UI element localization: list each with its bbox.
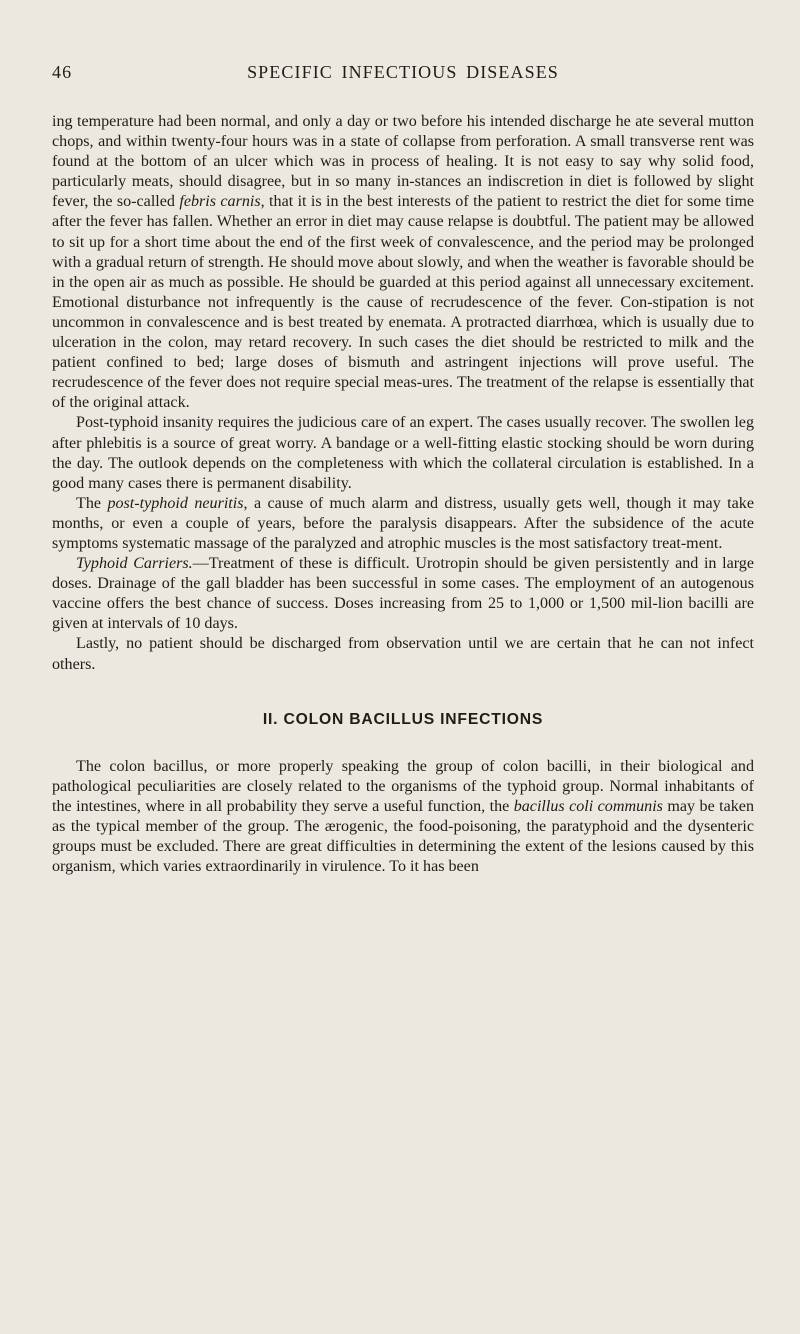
body-text: [52, 112, 754, 877]
latin-term-febris-carnis: febris carnis: [179, 193, 261, 211]
term-post-typhoid-neuritis: post-typhoid neuritis: [107, 494, 244, 512]
running-head: [52, 62, 754, 90]
paragraph-typhoid-carriers: [52, 554, 754, 634]
paragraph-text: —Treatment of these is difficult. Urotropin should be given persistently and in large doses. Drainage of the gall bladder has been successful in some cases. The employment of an autogenous vaccine offers the best chance of success. Doses increasing from 25 to 1,000 or 1,500 mil-lion bacilli are given at intervals of 10 days.: [52, 555, 754, 633]
page-number: 46: [52, 62, 73, 82]
paragraph-post-typhoid-insanity: [52, 413, 754, 493]
paragraph-text: The: [76, 494, 102, 512]
paragraph-text: Lastly, no patient should be discharged from observation until we are certain that he can not infect others.: [52, 635, 754, 673]
subheading-typhoid-carriers: Typhoid Carriers.: [76, 555, 193, 573]
paragraph-text: Post-typhoid insanity requires the judicious care of an expert. The cases usually recover. The swollen leg after phlebitis is a source of great worry. A bandage or a well-fitting elastic stocking should be worn during the day. The outlook depends on the completeness with which the collateral circulation is established. In a good many cases there is permanent disability.: [52, 414, 754, 492]
section-heading: II. COLON BACILLUS INFECTIONS: [262, 710, 544, 728]
paragraph-text: , that it is in the best interests of the patient to restrict the diet for some time after the fever has fallen. Whether an error in diet may cause relapse is doubtful. The patient may be allowed to sit up for a short time about the end of the first week of convalescence, and the period may be prolonged with a gradual return of strength. He should move about slowly, and when the weather is favorable should be in the open air as much as possible. He should be guarded at this period against all unnecessary excitement. Emotional disturbance not infrequently is the cause of recrudescence of the fever. Con-stipation is not uncommon in convalescence and is best treated by enemata. A protracted diarrhœa, which is usually due to ulceration in the colon, may retard recovery. In such cases the diet should be restricted to milk and the patient confined to bed; large doses of bismuth and astringent injections will prove useful. The recrudescence of the fever does not require special meas-ures. The treatment of the relapse is essentially that of the original attack.: [52, 193, 754, 412]
paragraph-discharge: [52, 634, 754, 674]
paragraph-post-typhoid-neuritis: [52, 494, 754, 554]
latin-term-bacillus-coli-communis: bacillus coli communis: [513, 797, 663, 815]
paragraph-text: ing temperature had been normal, and only a day or two before his intended discharge he ate several mutton chops, and within twenty-four hours was in a state of collapse from perforation. A small transverse rent was found at the bottom of an ulcer which was in process of healing. It is not easy to say why solid food, particularly meats, should disagree, but in so many in-stances an indiscretion in diet is followed by slight fever, the so-called: [52, 113, 754, 211]
paragraph-text: may be taken as the typical member of the group. The ærogenic, the food-poisoning, the paratyphoid and the dysenteric groups must be excluded. There are great difficulties in determining the extent of the lesions caused by this organism, which varies extraordinarily in virulence. To it has been: [52, 797, 754, 876]
paragraph-text: The colon bacillus, or more properly speaking the group of colon bacilli, in their biological and pathological peculiarities are closely related to the organisms of the typhoid group. Normal inhabitants of the intestines, where in all probability they serve a useful function, the: [52, 757, 754, 815]
paragraph-convalescence: [52, 112, 754, 413]
paragraph-colon-bacillus: [52, 757, 754, 878]
running-title: SPECIFIC INFECTIOUS DISEASES: [247, 62, 559, 82]
paragraph-text: , a cause of much alarm and distress, usually gets well, though it may take months, or even a couple of years, before the paralysis disappears. After the subsidence of the acute symptoms systematic massage of the paralyzed and atrophic muscles is the most satisfactory treat-ment.: [52, 494, 754, 552]
